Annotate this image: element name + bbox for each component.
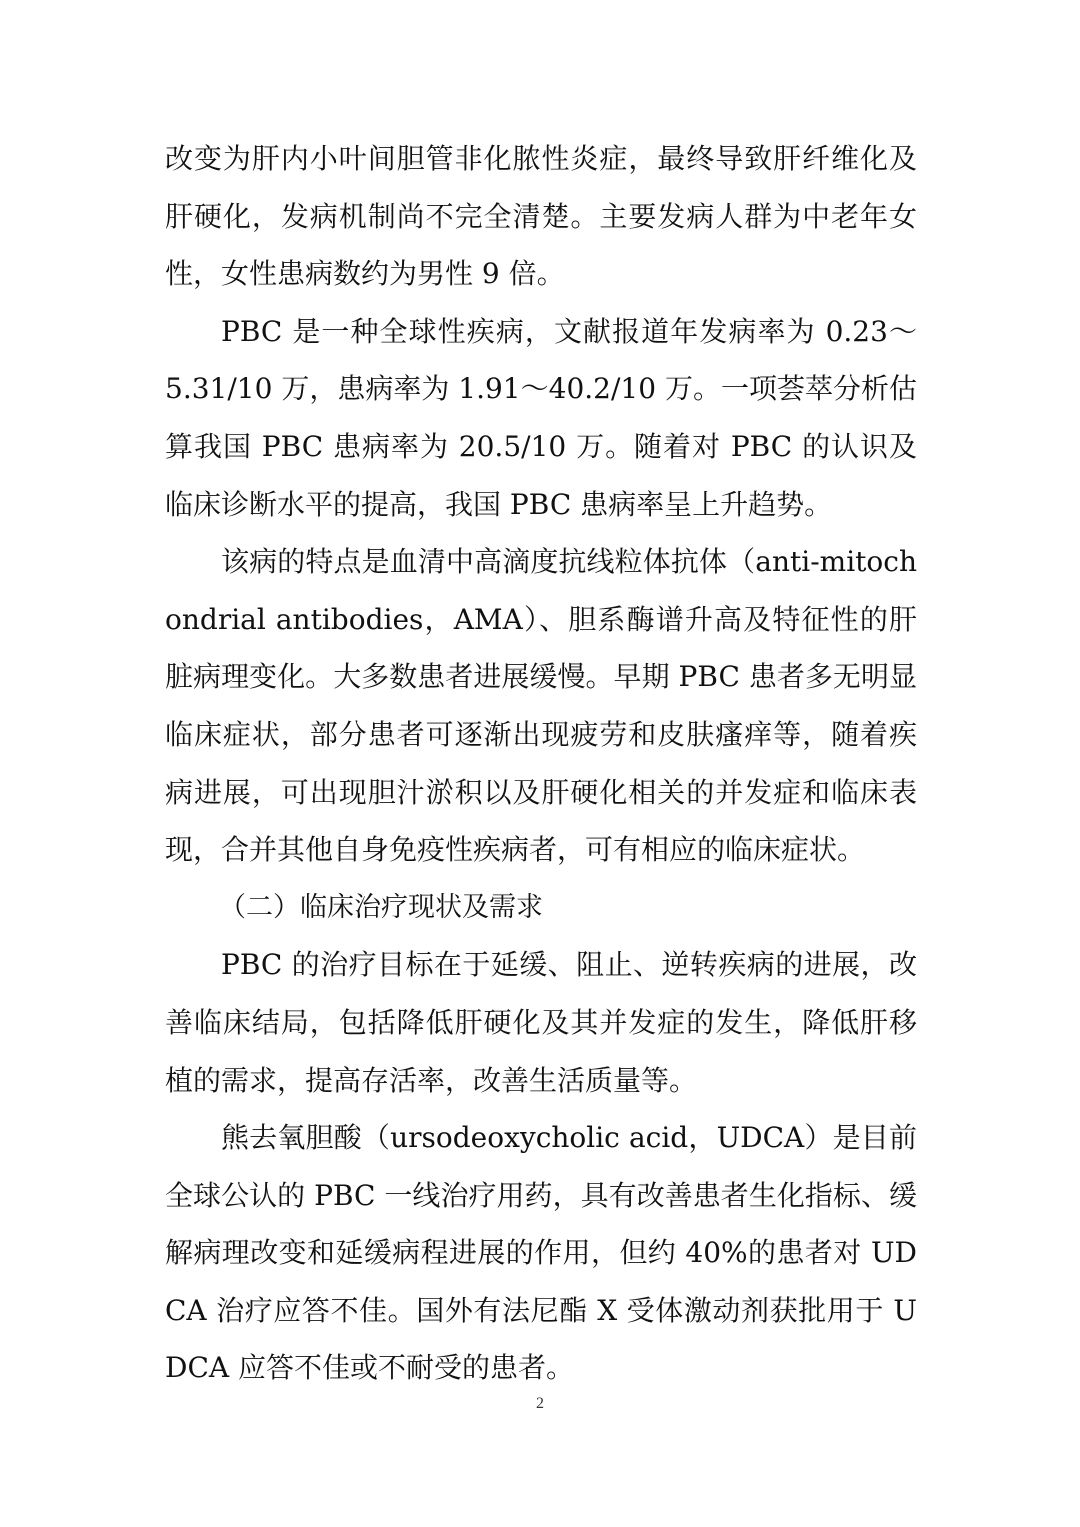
paragraph-disease-description: 改变为肝内小叶间胆管非化脓性炎症，最终导致肝纤维化及肝硬化，发病机制尚不完全清楚。主要发病人群为中老年女性，女性患病数约为男性 9 倍。 — [165, 142, 917, 291]
paragraph-udca-treatment: 熊去氧胆酸（ursodeoxycholic acid，UDCA）是目前全球公认的 PBC 一线治疗用药，具有改善患者生化指标、缓解病理改变和延缓病程进展的作用，但约 40%的患者对 UDCA 治疗应答不佳。国外有法尼酯 X 受体激动剂获批用于 UDCA 应答不佳或不耐受的患者。 — [165, 1121, 917, 1385]
document-body — [165, 130, 917, 1397]
paragraph-treatment-goals: PBC 的治疗目标在于延缓、阻止、逆转疾病的进展，改善临床结局，包括降低肝硬化及其并发症的发生，降低肝移植的需求，提高存活率，改善生活质量等。 — [165, 948, 917, 1097]
paragraph-epidemiology: PBC 是一种全球性疾病，文献报道年发病率为 0.23～5.31/10 万，患病率为 1.91～40.2/10 万。一项荟萃分析估算我国 PBC 患病率为 20.5/10 万。随着对 PBC 的认识及临床诊断水平的提高，我国 PBC 患病率呈上升趋势。 — [165, 314, 917, 521]
section-heading: （二）临床治疗现状及需求 — [219, 891, 543, 923]
paragraph-clinical-features: 该病的特点是血清中高滴度抗线粒体抗体（anti-mitochondrial antibodies，AMA）、胆系酶谱升高及特征性的肝脏病理变化。大多数患者进展缓慢。早期 PBC 患者多无明显临床症状，部分患者可逐渐出现疲劳和皮肤瘙痒等，随着疾病进展，可出现胆汁淤积以及肝硬化相关的并发症和临床表现，合并其他自身免疫性疾病者，可有相应的临床症状。 — [165, 545, 917, 867]
page-number: 2 — [536, 1395, 544, 1412]
